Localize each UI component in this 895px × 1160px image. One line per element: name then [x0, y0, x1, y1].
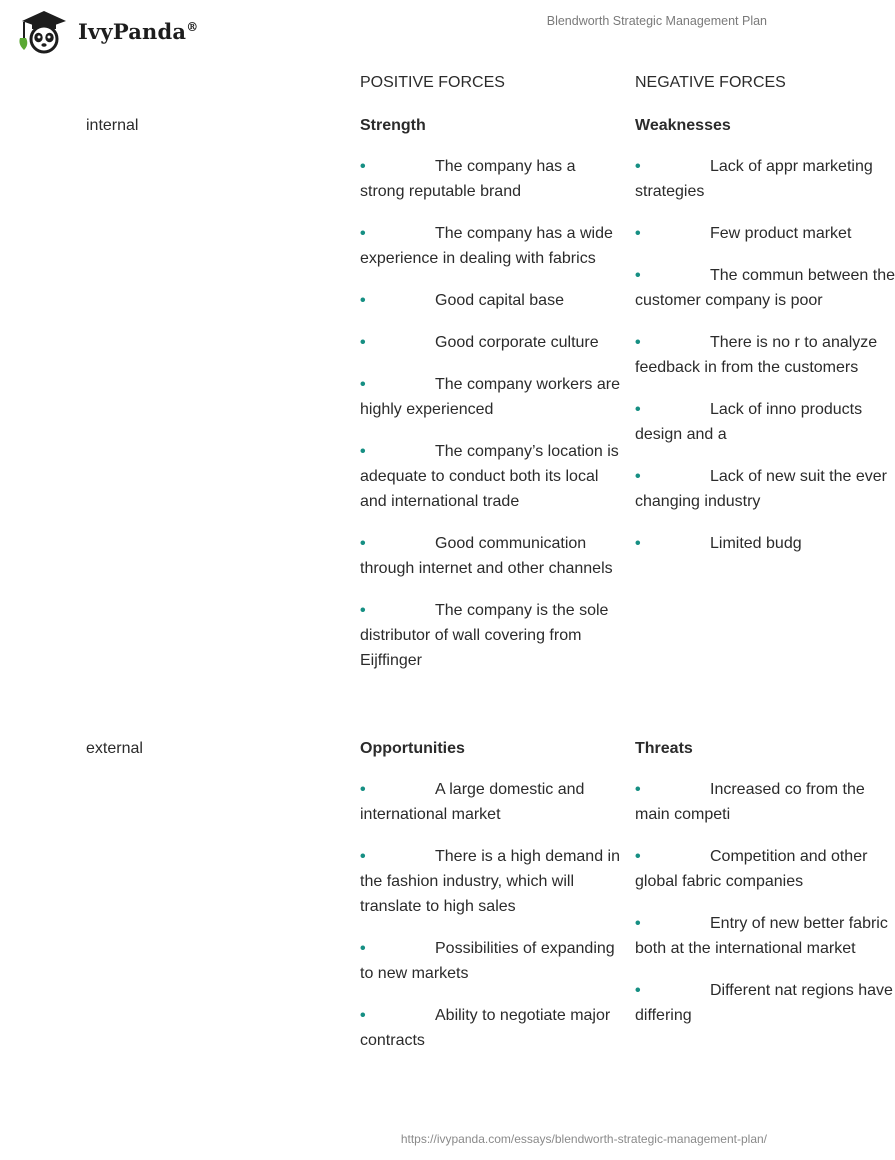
- bullet-icon: •: [635, 468, 641, 485]
- brand-logo[interactable]: [14, 8, 198, 54]
- bullet-icon: •: [360, 376, 366, 393]
- list-item-text: Good capital base: [435, 292, 564, 309]
- list-item-text: Few product market: [710, 225, 852, 242]
- bullet-icon: •: [360, 334, 366, 351]
- bullet-icon: •: [360, 1007, 366, 1024]
- list-item-text: Different nat regions have differing: [635, 982, 893, 1024]
- cell-title: Threats: [635, 740, 693, 757]
- bullet-icon: •: [635, 158, 641, 175]
- source-url[interactable]: https://ivypanda.com/essays/blendworth-strategic-management-plan/: [400, 1132, 767, 1146]
- list-item: [635, 777, 895, 827]
- list-item: [360, 221, 620, 271]
- list-item-text: Ability to negotiate major contracts: [360, 1007, 611, 1049]
- list-item: [635, 844, 895, 894]
- list-item: [635, 911, 895, 961]
- list-item-text: Lack of inno products design and a: [635, 401, 863, 443]
- list-item-text: The company workers are highly experienced: [360, 376, 620, 418]
- list-item-text: Lack of new suit the ever changing industry: [635, 468, 887, 510]
- list-item: [360, 844, 620, 919]
- bullet-icon: •: [635, 982, 641, 999]
- bullet-icon: •: [360, 443, 366, 460]
- list-item: [360, 372, 620, 422]
- bullet-icon: •: [360, 158, 366, 175]
- bullet-icon: •: [360, 940, 366, 957]
- list-item: [635, 330, 895, 380]
- bullet-icon: •: [360, 848, 366, 865]
- row-label-external: external: [86, 740, 143, 757]
- document-title: Blendworth Strategic Management Plan: [546, 14, 767, 28]
- bullet-icon: •: [635, 915, 641, 932]
- list-item-text: The company has a strong reputable brand: [360, 158, 576, 200]
- weaknesses-cell: [635, 113, 895, 573]
- item-list: [360, 777, 620, 1053]
- item-list: [635, 777, 895, 1028]
- list-item: [635, 154, 895, 204]
- list-item-text: Good corporate culture: [435, 334, 599, 351]
- cell-title: Strength: [360, 117, 426, 134]
- list-item: [360, 1003, 620, 1053]
- list-item-text: The company has a wide experience in dealing with fabrics: [360, 225, 613, 267]
- list-item-text: Entry of new better fabric both at the international market: [635, 915, 888, 957]
- bullet-icon: •: [635, 781, 641, 798]
- panda-logo-icon: [14, 8, 74, 54]
- list-item-text: Competition and other global fabric companies: [635, 848, 868, 890]
- list-item-text: The company is the sole distributor of wall covering from Eijffinger: [360, 602, 609, 669]
- list-item-text: Good communication through internet and other channels: [360, 535, 613, 577]
- bullet-icon: •: [360, 225, 366, 242]
- bullet-icon: •: [635, 401, 641, 418]
- bullet-icon: •: [360, 535, 366, 552]
- list-item: [635, 221, 895, 246]
- list-item-text: A large domestic and international market: [360, 781, 585, 823]
- opportunities-cell: [360, 736, 620, 1070]
- bullet-icon: •: [635, 225, 641, 242]
- bullet-icon: •: [360, 292, 366, 309]
- list-item: [360, 439, 620, 514]
- list-item: [635, 978, 895, 1028]
- list-item: [635, 464, 895, 514]
- cell-title: Opportunities: [360, 740, 465, 757]
- list-item: [635, 263, 895, 313]
- column-header-negative: NEGATIVE FORCES: [635, 74, 786, 91]
- bullet-icon: •: [635, 334, 641, 351]
- list-item-text: The commun between the customer company is poor: [635, 267, 895, 309]
- page-header: [0, 0, 800, 64]
- list-item-text: Increased co from the main competi: [635, 781, 865, 823]
- item-list: [635, 154, 895, 556]
- list-item-text: There is a high demand in the fashion industry, which will translate to high sales: [360, 848, 620, 915]
- list-item-text: Possibilities of expanding to new markets: [360, 940, 615, 982]
- bullet-icon: •: [635, 848, 641, 865]
- list-item-text: The company’s location is adequate to conduct both its local and international trade: [360, 443, 619, 510]
- list-item: [360, 936, 620, 986]
- list-item: [360, 288, 620, 313]
- list-item-text: Lack of appr marketing strategies: [635, 158, 873, 200]
- bullet-icon: •: [635, 267, 641, 284]
- column-header-positive: POSITIVE FORCES: [360, 74, 505, 91]
- bullet-icon: •: [360, 602, 366, 619]
- bullet-icon: •: [635, 535, 641, 552]
- list-item: [360, 330, 620, 355]
- item-list: [360, 154, 620, 673]
- list-item-text: Limited budg: [710, 535, 802, 552]
- list-item: [360, 531, 620, 581]
- cell-title: Weaknesses: [635, 117, 731, 134]
- list-item: [360, 598, 620, 673]
- row-label-internal: internal: [86, 117, 139, 134]
- threats-cell: [635, 736, 895, 1045]
- bullet-icon: •: [360, 781, 366, 798]
- strength-cell: [360, 113, 620, 690]
- list-item-text: There is no r to analyze feedback in from the customers: [635, 334, 878, 376]
- brand-name: IvyPanda®: [78, 18, 199, 44]
- list-item: [635, 397, 895, 447]
- list-item: [635, 531, 895, 556]
- list-item: [360, 777, 620, 827]
- list-item: [360, 154, 620, 204]
